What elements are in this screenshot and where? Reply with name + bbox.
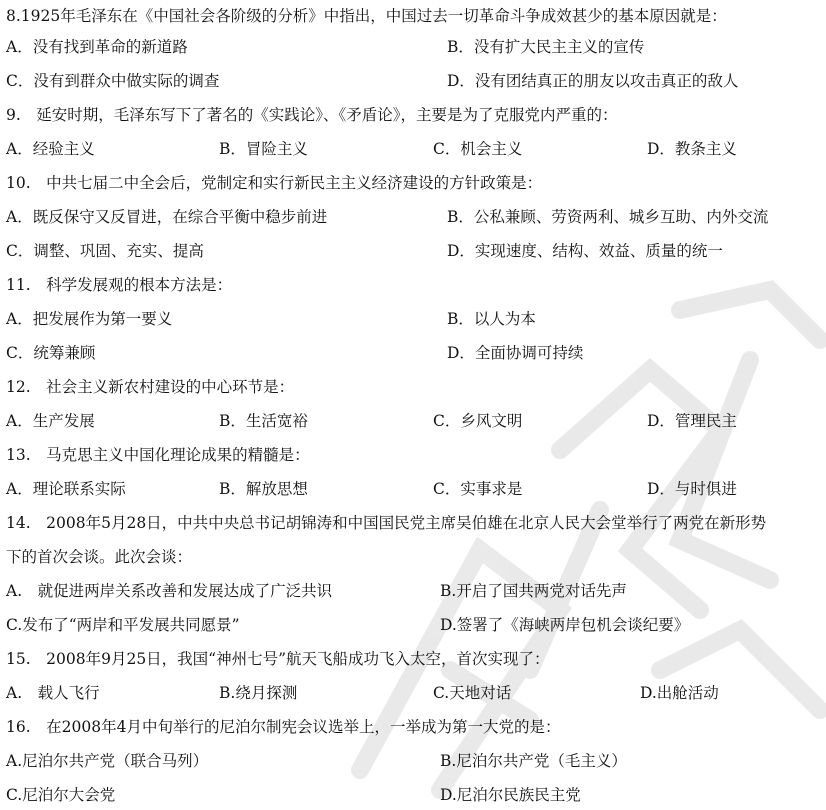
option-b[interactable]: B．解放思想: [219, 480, 308, 498]
question-8-options-2: [0, 69, 826, 93]
question-15-options: [0, 681, 826, 705]
option-d[interactable]: D．与时俱进: [647, 480, 737, 498]
question-9-stem: 9. 延安时期，毛泽东写下了著名的《实践论》、《矛盾论》，主要是为了克服党内严重的：: [6, 106, 618, 124]
option-b[interactable]: B．生活宽裕: [219, 412, 308, 430]
question-14-stem-continued: 下的首次会谈。此次会谈：: [6, 548, 193, 566]
option-c[interactable]: C．统筹兼顾: [6, 344, 96, 362]
option-c[interactable]: C.发布了“两岸和平发展共同愿景”: [6, 616, 240, 634]
option-d[interactable]: D.尼泊尔民族民主党: [440, 786, 581, 804]
option-c[interactable]: C.尼泊尔大会党: [6, 786, 116, 804]
question-14-options: [0, 579, 826, 603]
option-d[interactable]: D．教条主义: [647, 140, 737, 158]
option-a[interactable]: A．理论联系实际: [6, 480, 126, 498]
option-c[interactable]: C．乡风文明: [433, 412, 523, 430]
option-a[interactable]: A．把发展作为第一要义: [6, 310, 173, 328]
question-14-stem: 14. 2008年5月28日，中共中央总书记胡锦涛和中国国民党主席吴伯雄在北京人民大会堂举行了两党在新形势: [6, 514, 767, 532]
question-10-options: [0, 205, 826, 229]
option-c[interactable]: C．没有到群众中做实际的调查: [6, 72, 220, 90]
option-a[interactable]: A．经验主义: [6, 140, 95, 158]
option-d[interactable]: D．全面协调可持续: [447, 344, 584, 362]
question-15-stem: 15. 2008年9月25日，我国“神州七号”航天飞船成功飞入太空，首次实现了：: [6, 650, 550, 668]
option-d[interactable]: D．没有团结真正的朋友以攻击真正的敌人: [447, 72, 739, 90]
option-b[interactable]: B．冒险主义: [219, 140, 308, 158]
option-a[interactable]: A. 就促进两岸关系改善和发展达成了广泛共识: [6, 582, 333, 600]
question-12-options: [0, 409, 826, 433]
option-b[interactable]: B.绕月探测: [219, 684, 298, 702]
question-10-options-2: [0, 239, 826, 263]
question-11-options: [0, 307, 826, 331]
question-16-options: [0, 749, 826, 773]
question-8-stem: 8.1925年毛泽东在《中国社会各阶级的分析》中指出，中国过去一切革命斗争成效甚少的基本原因就是：: [6, 7, 727, 25]
question-13-stem: 13. 马克思主义中国化理论成果的精髓是：: [6, 446, 310, 464]
option-b[interactable]: B．没有扩大民主主义的宣传: [447, 38, 645, 56]
option-a[interactable]: A．没有找到革命的新道路: [6, 38, 188, 56]
option-c[interactable]: C.天地对话: [433, 684, 512, 702]
question-11-options-2: [0, 341, 826, 365]
option-c[interactable]: C．实事求是: [433, 480, 523, 498]
option-d[interactable]: D.出舱活动: [640, 684, 719, 702]
option-d[interactable]: D.签署了《海峡两岸包机会谈纪要》: [440, 616, 690, 634]
question-14-options-2: [0, 613, 826, 637]
question-11-stem: 11. 科学发展观的根本方法是：: [6, 276, 233, 294]
option-a[interactable]: A．生产发展: [6, 412, 95, 430]
question-12-stem: 12. 社会主义新农村建设的中心环节是：: [6, 378, 295, 396]
option-b[interactable]: B．以人为本: [447, 310, 536, 328]
option-b[interactable]: B.尼泊尔共产党（毛主义）: [440, 752, 627, 770]
option-c[interactable]: C．调整、巩固、充实、提高: [6, 242, 204, 260]
option-a[interactable]: A．既反保守又反冒进，在综合平衡中稳步前进: [6, 208, 328, 226]
option-d[interactable]: D．管理民主: [647, 412, 737, 430]
option-c[interactable]: C．机会主义: [433, 140, 523, 158]
option-b[interactable]: B.开启了国共两党对话先声: [440, 582, 627, 600]
question-9-options: [0, 137, 826, 161]
question-13-options: [0, 477, 826, 501]
question-16-options-2: [0, 783, 826, 807]
question-8-options: [0, 35, 826, 59]
option-b[interactable]: B．公私兼顾、劳资两利、城乡互助、内外交流: [447, 208, 769, 226]
question-10-stem: 10. 中共七届二中全会后，党制定和实行新民主主义经济建设的方针政策是：: [6, 174, 543, 192]
option-a[interactable]: A.尼泊尔共产党（联合马列）: [6, 752, 209, 770]
option-d[interactable]: D．实现速度、结构、效益、质量的统一: [447, 242, 723, 260]
question-16-stem: 16. 在2008年4月中旬举行的尼泊尔制宪会议选举上，一举成为第一大党的是：: [6, 718, 561, 736]
option-a[interactable]: A. 载人飞行: [6, 684, 100, 702]
